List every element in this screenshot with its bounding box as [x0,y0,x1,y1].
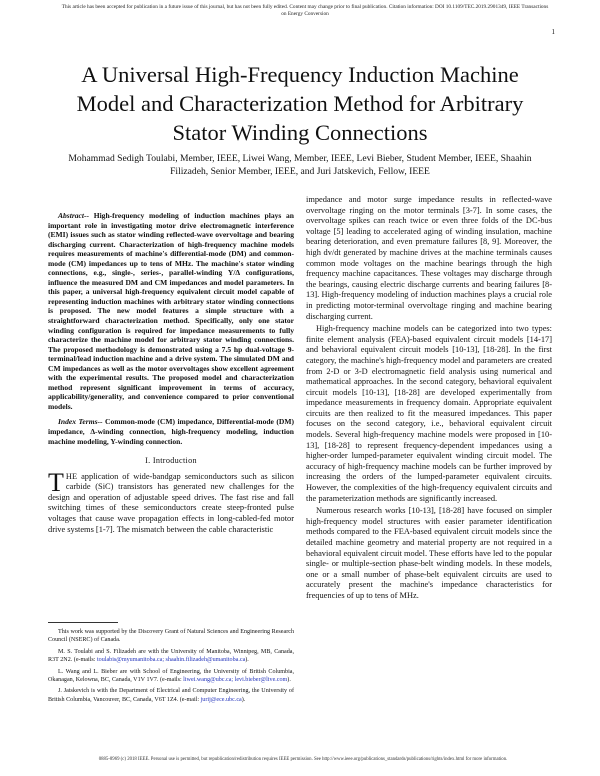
left-column [48,211,294,535]
index-terms-lead: Index Terms-- [58,417,103,427]
body-paragraph: impedance and motor surge impedance results in reflected-wave overvoltage ringing on the motor terminals [3-7]. In some cases, the overvoltage spikes can reach twice or even three folds of the DC-bus voltage [5] leading to accelerated aging of winding insulation, machine bearing deterioration, and even premature failures [8, 9]. Moreover, the high dv/dt generated by machine drives at the machine terminals causes common mode voltages on the machine bearings through the high frequency machine capacitances. These voltages may discharge through the bearings, causing electric discharge currents and bearing failures [8-13]. High-frequency modeling of induction machines plays a crucial role in predicting motor-terminal overvoltage ringing and machine bearing discharging current. [306,195,552,321]
section-heading-introduction: I. Introduction [145,456,197,466]
body-paragraph: Numerous research works [10-13], [18-28] have focused on simpler high-frequency model structures with easier parameter identification methods compared to the FEA-based equivalent circuit models since the detailed machine geometry and material property are not required in a behavioral equivalent circuit model. These efforts have led to the popular single- or multiple-section phase-belt winding models. In these models, one or a small number of phase-belt equivalent circuits are used to accurately present the machine's impedance characteristics for frequencies of up to tens of MHz. [306,506,552,600]
email-link[interactable]: liwei.wang@ubc.ca; levi.bieber@live.com [183,677,288,684]
intro-paragraph [48,467,294,536]
body-paragraph: High-frequency machine models can be categorized into two types: finite element analysis (FEA)-based equivalent circuit models [14-17] and behavioral equivalent circuit models [10-13], [18-28]. In the first category, the machine's high-frequency model and parameters are created from 2-D or 3-D electromagnetic field analysis using numerical and mathematical approaches. In the second category, behavioral equivalent circuit models [10-13], [18-28] are developed experimentally from impedance measurements in frequency domain. Appropriate equivalent circuits are then realized to fit the measured impedances. This paper focuses on the second category, i.e., behavioral equivalent circuit models. Several high-frequency machine models were proposed in [10-13], [18-28] to represent frequency-dependent impedances using a higher-order lumped-parameter equivalent winding circuit model. The accuracy of high-frequency machine models can be further improved by increasing the orders of the lumped-parameter equivalent circuits. However, the complexities of the high-frequency equivalent circuits and the parameterization methods are significantly increased. [306,324,552,503]
footnote-affiliation: J. Jatskevich is with the Department of Electrical and Computer Engineering, the University of British Columbia, Vancouver, BC, Canada, V6T 1Z4. (e-mail: jurij@ece.ubc.ca). [48,688,294,703]
running-header: This article has been accepted for publication in a future issue of this journal, but has not been fully edited. Content may change prior to final publication. Citation information: DOI 10.1109/TEC.2019.2901349, IEEE Transactions on Energy Conversion [61,4,549,17]
footnote-divider [48,622,118,623]
drop-cap: T [48,467,64,497]
footnote-affiliation: L. Wang and L. Bieber are with School of Engineering, the University of British Columbia, Okanagan, Kelowna, BC, Canada, V1V 1V7. (e-mails: liwei.wang@ubc.ca; levi.bieber@live.com). [48,668,294,684]
abstract-body: High-frequency modeling of induction machines plays an important role in investigating motor drive electromagnetic interference (EMI) issues such as stator winding reflected-wave overvoltage and bearing discharging current. Characterization of high-frequency machine models requires measurements of machine's differential-mode (DM) and common-mode (CM) impedances up to tens of MHz. The machine's stator winding connections, e.g., single-, series-, parallel-winding Y/Δ configurations, influence the measured DM and CM impedances and model parameters. In this paper, a universal high-frequency equivalent circuit model capable of representing induction machines with arbitrary stator winding connections is proposed. The new model features a simple structure with a straightforward characterization method. Specifically, only one stator winding configuration is required for impedance measurements to fully characterize the machine model for arbitrary stator winding connections. The proposed methodology is demonstrated using a 7.5 hp dual-voltage 9-terminal/lead induction machine and a drive system. The simulated DM and CM impedances as well as the motor overvoltages show excellent agreement with the experimental results. The proposed model and characterization method represent significant improvement in terms of accuracy, applicability/generality, and convenience compared to prior conventional models. [48,211,294,411]
paper-title: A Universal High-Frequency Induction Machine Model and Characterization Method for Arbitrary Stator Winding Connections [76,62,524,145]
email-link[interactable]: toulabis@myumanitoba.ca; shaahin.filizadeh@umanitoba.ca [96,657,246,664]
abstract-lead: Abstract-- [58,211,90,220]
intro-text: HE application of wide-bandgap semiconductors such as silicon carbide (SiC) transistors has generated new challenges for the design and operation of adjustable speed drives. The fast rise and fall switching times of these semiconductors create steep-fronted pulse voltages that cause wave propagation effects in long-cabled-fed motor drive systems [1-7]. The mismatch between the cable characteristic [48,471,294,534]
right-column [306,195,552,604]
index-terms [48,417,294,446]
footnote-affiliation: M. S. Toulabi and S. Filizadeh are with the University of Manitoba, Winnipeg, MB, Canada, R3T 2N2. (e-mails: toulabis@myumanitoba.ca; shaahin.filizadeh@umanitoba.ca). [48,648,294,664]
abstract [48,211,294,411]
page-number: 1 [551,28,555,36]
author-list: Mohammad Sedigh Toulabi, Member, IEEE, Liwei Wang, Member, IEEE, Levi Bieber, Student Member, IEEE, Shaahin Filizadeh, Senior Member, IEEE, and Juri Jatskevich, Fellow, IEEE [68,153,532,177]
footnotes [48,628,294,707]
copyright-footer: 0885-8969 (c) 2018 IEEE. Personal use is permitted, but republication/redistribution requires IEEE permission. See http://www.ieee.org/publications_standards/publications/rights/index.html for more information. [98,757,508,762]
index-terms-body: Common-mode (CM) impedance, Differential-mode (DM) impedance, Δ-winding connection, high-frequency modeling, induction machine modeling, Y-winding connection. [48,417,294,446]
email-link[interactable]: jurij@ece.ubc.ca [200,696,242,703]
footnote-funding: This work was supported by the Discovery Grant of Natural Sciences and Engineering Research Council (NSERC) of Canada. [48,629,294,644]
